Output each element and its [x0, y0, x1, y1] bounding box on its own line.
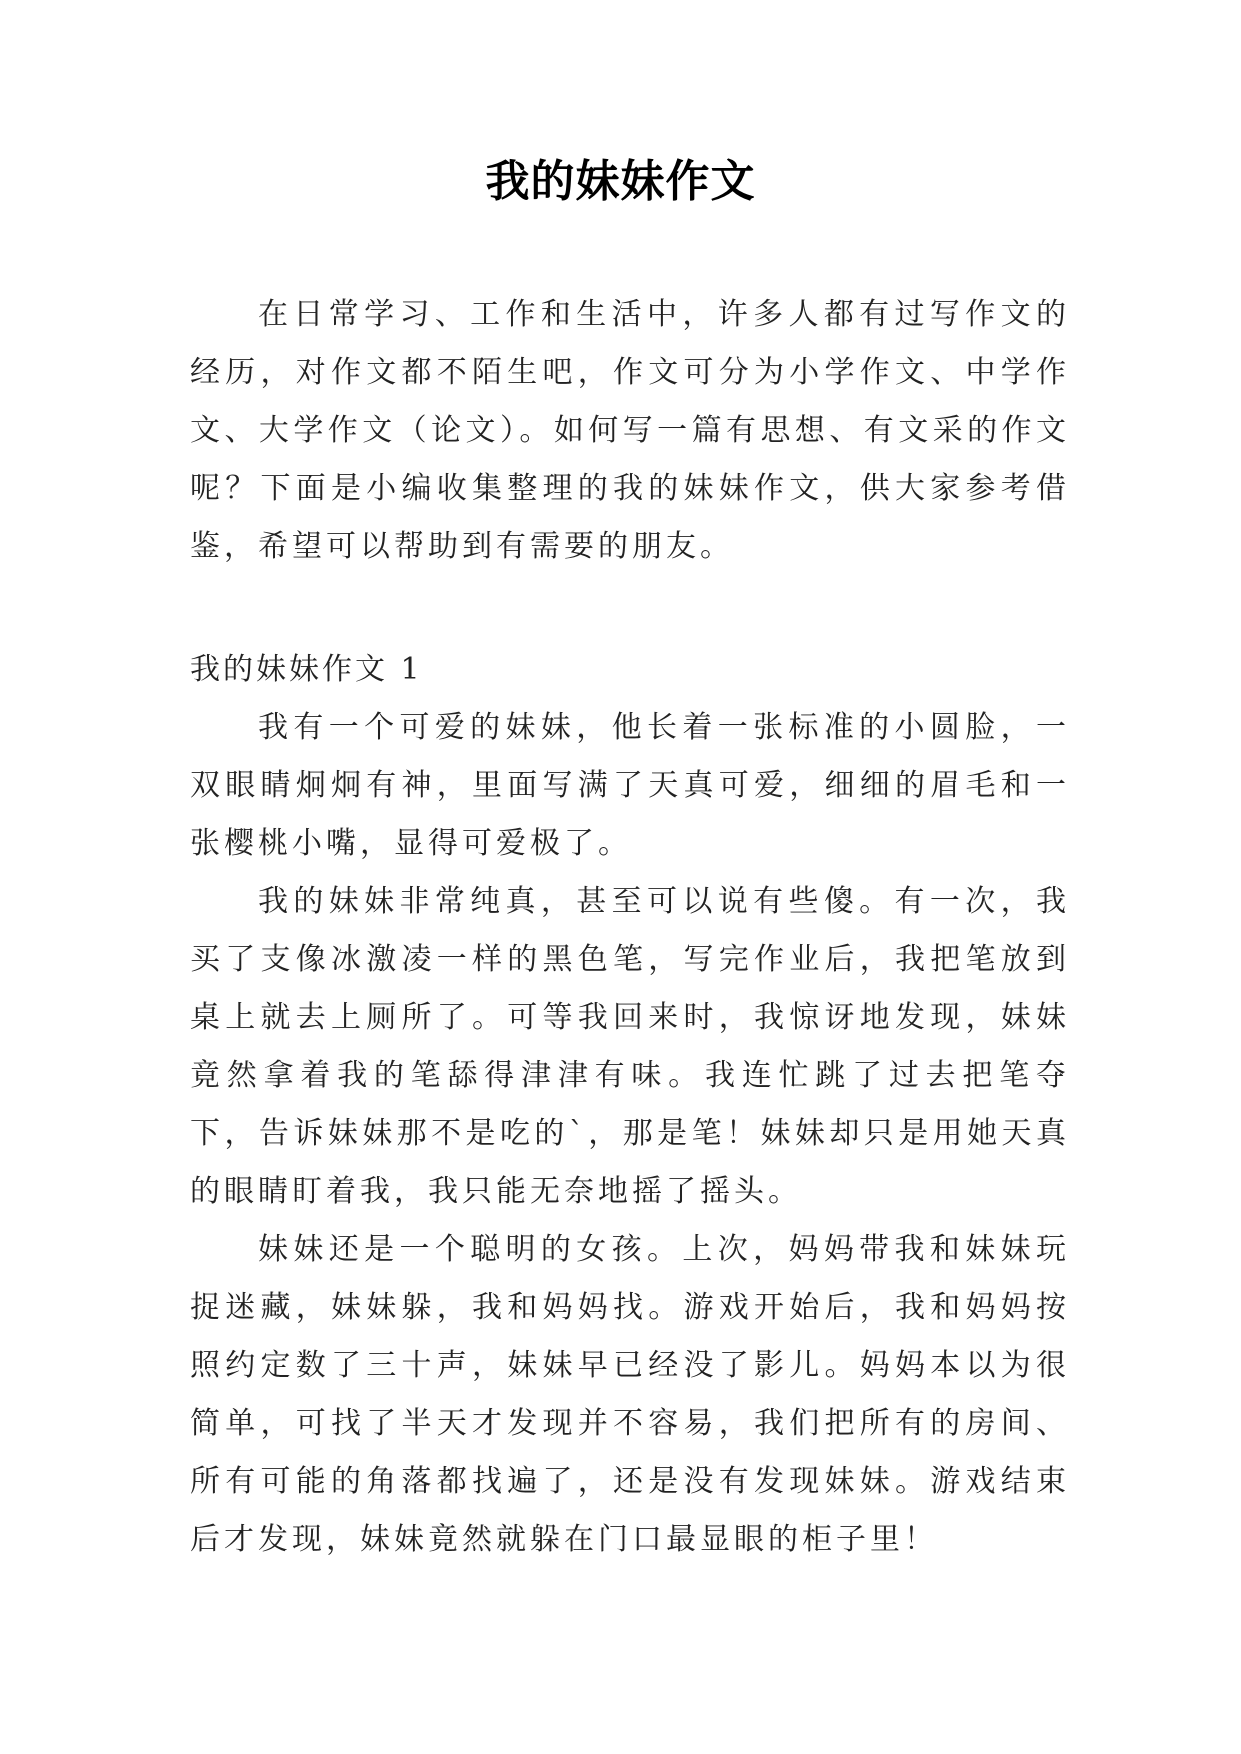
intro-paragraph: 在日常学习、工作和生活中，许多人都有过写作文的经历，对作文都不陌生吧，作文可分为小学作文、中学作文、大学作文（论文）。如何写一篇有思想、有文采的作文呢？下面是小编收集整理的我的妹妹作文，供大家参考借鉴，希望可以帮助到有需要的朋友。	[190, 297, 1070, 564]
essay-paragraph-1: 我有一个可爱的妹妹，他长着一张标准的小圆脸，一双眼睛炯炯有神，里面写满了天真可爱，细细的眉毛和一张樱桃小嘴，显得可爱极了。	[190, 710, 1070, 861]
essay-paragraph-3: 妹妹还是一个聪明的女孩。上次，妈妈带我和妹妹玩捉迷藏，妹妹躲，我和妈妈找。游戏开始后，我和妈妈按照约定数了三十声，妹妹早已经没了影儿。妈妈本以为很简单，可找了半天才发现并不容易，我们把所有的房间、所有可能的角落都找遍了，还是没有发现妹妹。游戏结束后才发现，妹妹竟然就躲在门口最显眼的柜子里！	[190, 1232, 1070, 1557]
essay-paragraph-2: 我的妹妹非常纯真，甚至可以说有些傻。有一次，我买了支像冰激凌一样的黑色笔，写完作业后，我把笔放到桌上就去上厕所了。可等我回来时，我惊讶地发现，妹妹竟然拿着我的笔舔得津津有味。我连忙跳了过去把笔夺下，告诉妹妹那不是吃的`，那是笔！妹妹却只是用她天真的眼睛盯着我，我只能无奈地摇了摇头。	[190, 884, 1070, 1209]
intro-block	[190, 286, 1070, 576]
essay-section	[190, 641, 1070, 1569]
document-title: 我的妹妹作文	[485, 156, 756, 207]
section-heading: 我的妹妹作文 1	[190, 652, 423, 687]
